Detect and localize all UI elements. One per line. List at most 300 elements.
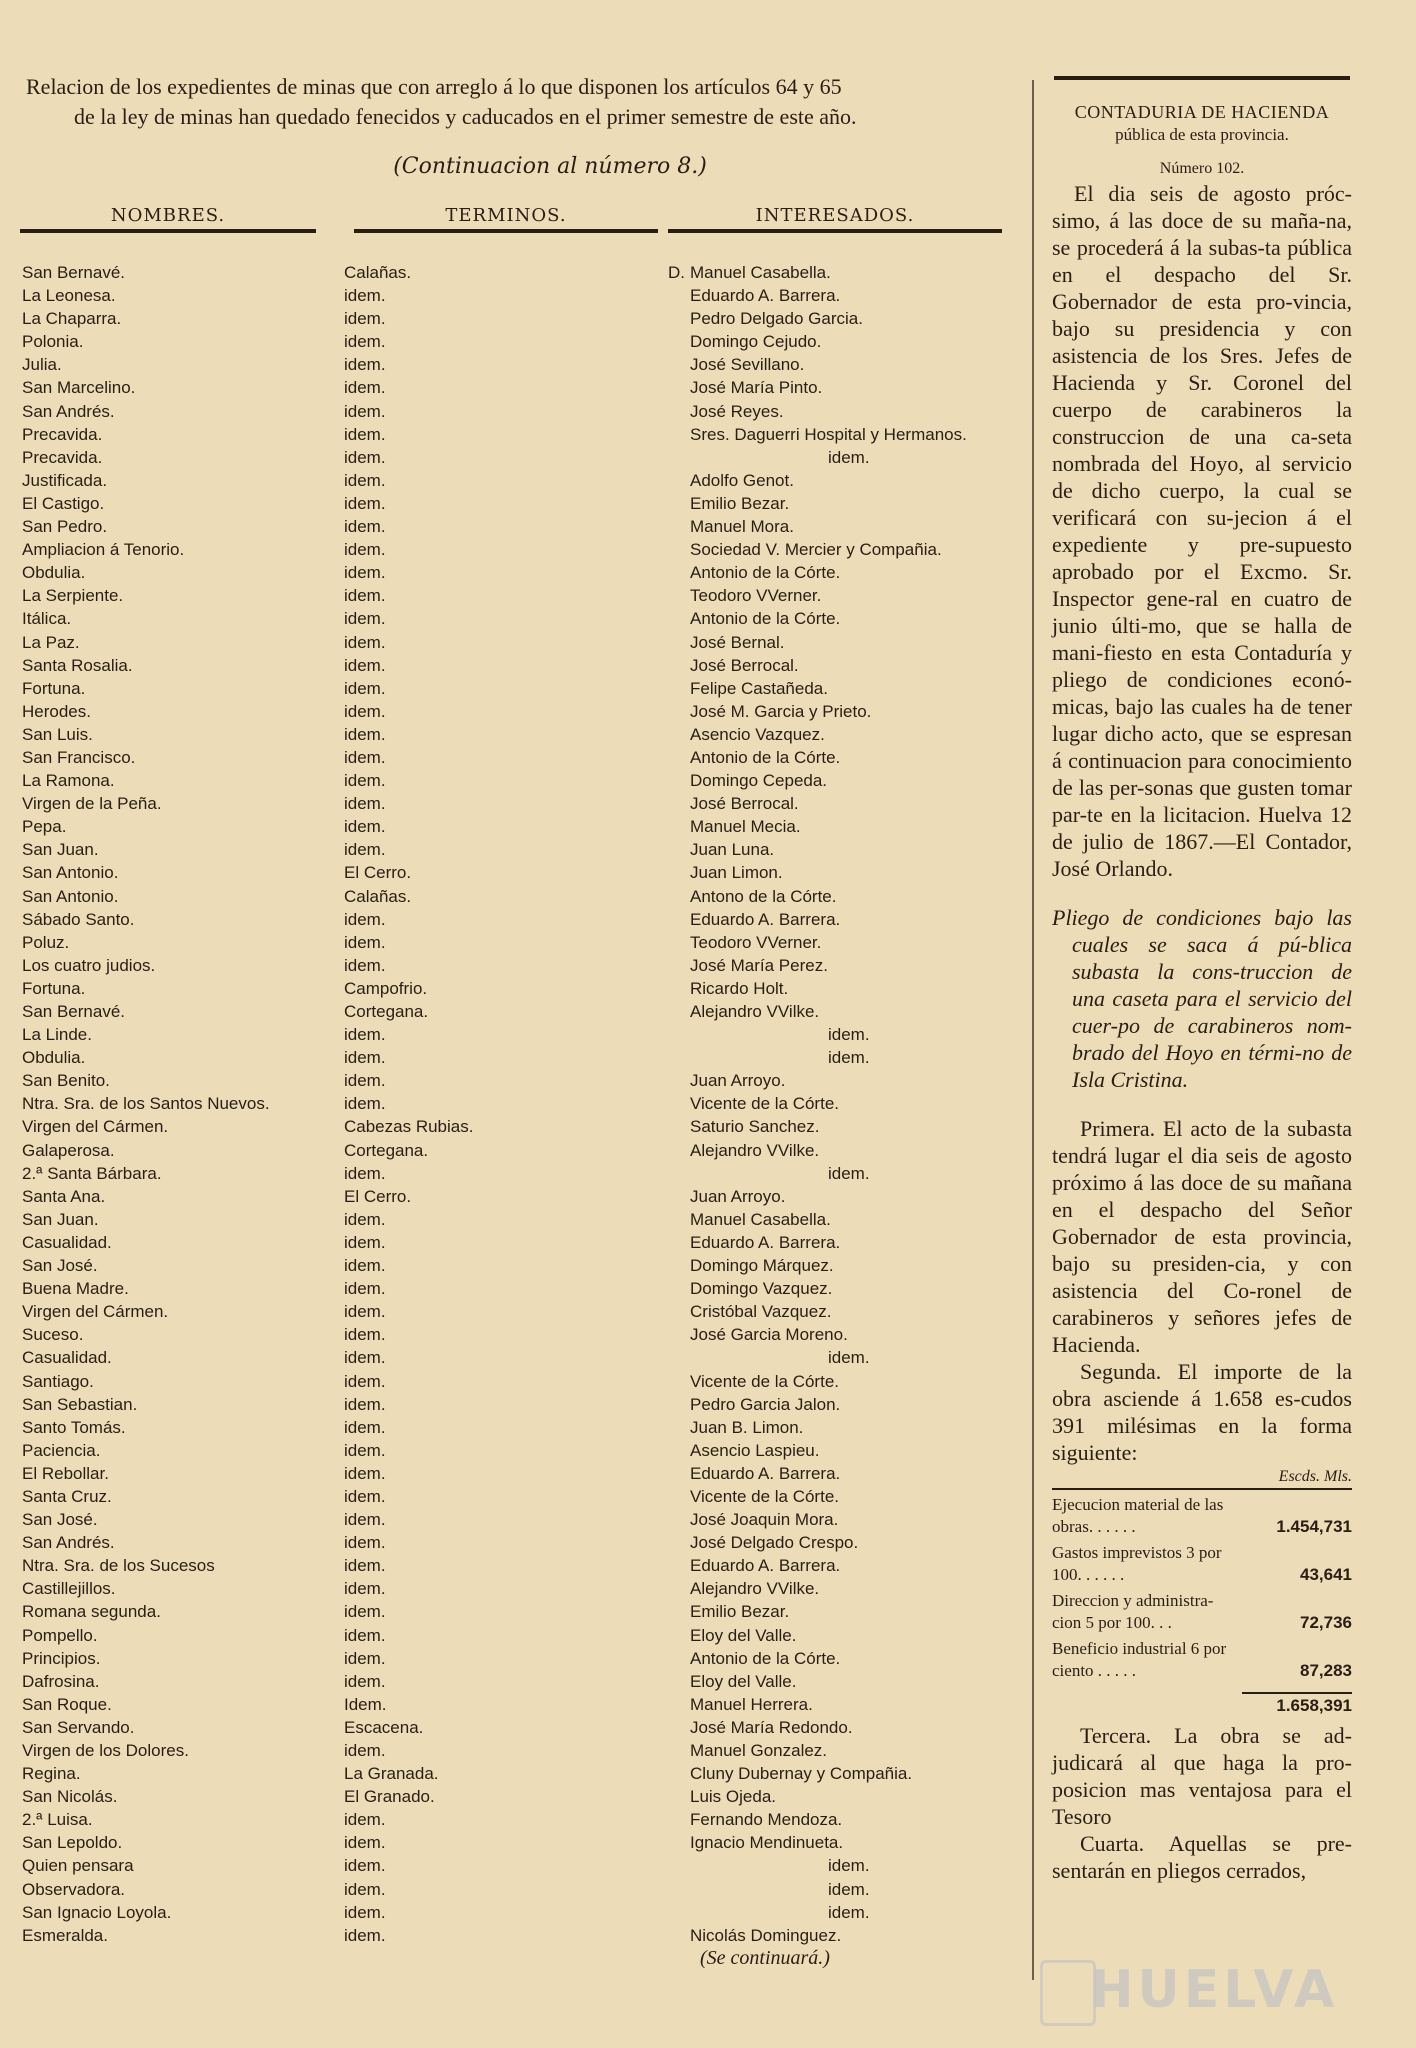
mine-interested-party: Adolfo Genot.	[690, 470, 794, 490]
mine-term: idem.	[344, 817, 386, 837]
table-row	[20, 746, 1020, 769]
mine-interested-party: Juan Luna.	[690, 840, 775, 860]
mine-term: idem.	[344, 1833, 386, 1853]
mine-name: San Antonio.	[22, 863, 119, 883]
mine-name: San Lepoldo.	[22, 1833, 123, 1853]
mine-term: Calañas.	[344, 886, 412, 906]
mine-name: Dafrosina.	[22, 1671, 100, 1691]
mine-interested-party: Fernando Mendoza.	[690, 1810, 843, 1830]
mine-term: idem.	[344, 332, 386, 352]
mine-name: San Bernavé.	[22, 1002, 126, 1021]
table-row	[20, 1924, 1020, 1947]
mine-name: Julia.	[22, 355, 62, 375]
mine-interested-party: José Garcia Moreno.	[690, 1325, 848, 1345]
mine-term: idem.	[344, 586, 386, 606]
mine-name: Romana segunda.	[22, 1602, 161, 1622]
header-terminos: TERMINOS.	[354, 205, 658, 233]
mine-interested-party: Emilio Bezar.	[690, 493, 790, 513]
mine-interested-party: Antonio de la Córte.	[690, 1648, 841, 1668]
mine-interested-party: José Delgado Crespo.	[690, 1533, 859, 1553]
condition-segunda: Segunda. El importe de la obra asciende á 1.658 es-cudos 391 milésimas en la forma siguiente:	[1052, 1359, 1352, 1465]
contaduria-notice	[1052, 100, 1352, 1884]
table-row	[20, 1508, 1020, 1531]
mine-interested-party: Eduardo A. Barrera.	[690, 1463, 841, 1483]
mine-term: idem.	[344, 1463, 386, 1483]
notice-intro: El dia seis de agosto próc-simo, á las doce de su maña-na, se procederá á la subas-ta pública en el despacho del Sr. Gobernador de esta pro-vincia, bajo su presidencia y con asistencia de los Sres. Jefes de Hacienda y Sr. Coronel del cuerpo de carabineros la construccion de una ca-seta nombrada del Hoyo, al servicio de dicho cuerpo, la cual se verificará con su-jecion á el expediente y pre-supuesto aprobado por el Excmo. Sr. Inspector gene-ral en cuatro de junio últi-mo, que se halla de mani-fiesto en esta Contaduría y pliego de condiciones econó-micas, bajo las cuales ha de tener lugar dicho acto, que se espresan á continuacion para conocimiento de las per-sonas que gusten tomar par-te en la licitacion. Huelva 12 de julio de 1867.—El Contador, José Orlando.	[1052, 181, 1352, 881]
mine-term: idem.	[344, 401, 386, 421]
cost-label: Gastos imprevistos 3 por 100. . . . . .	[1052, 1543, 1222, 1584]
table-row	[20, 330, 1020, 353]
mine-interested-party: José Berrocal.	[690, 794, 799, 814]
mine-name: Los cuatro judios.	[22, 955, 156, 975]
mine-interested-party: Vicente de la Córte.	[690, 1486, 839, 1506]
mine-interested-party: Domingo Márquez.	[690, 1256, 834, 1276]
table-row	[20, 1323, 1020, 1346]
table-row	[20, 1300, 1020, 1323]
mine-name: San Sebastian.	[22, 1394, 138, 1414]
mine-term: idem.	[344, 1025, 386, 1045]
table-row	[20, 1670, 1020, 1693]
mine-name: 2.ª Luisa.	[22, 1810, 93, 1830]
cost-line	[1052, 1590, 1352, 1634]
table-row	[20, 1185, 1020, 1208]
mine-term: idem.	[344, 678, 386, 698]
table-row	[20, 261, 1020, 284]
mine-interested-party: Pedro Garcia Jalon.	[690, 1394, 841, 1414]
title-line-2: de la ley de minas han quedado fenecidos y caducados en el primer semestre de este año.	[74, 104, 857, 129]
table-row	[20, 769, 1020, 792]
mine-term: Campofrio.	[344, 978, 428, 998]
mine-name: San José.	[22, 1256, 98, 1276]
table-row	[20, 1370, 1020, 1393]
mine-term: El Granado.	[344, 1787, 435, 1807]
mine-interested-party: Luis Ojeda.	[690, 1787, 776, 1807]
mine-term: Idem.	[344, 1694, 387, 1714]
table-row	[20, 1762, 1020, 1785]
mine-term: idem.	[344, 470, 386, 490]
cost-amount: 43,641	[1300, 1565, 1352, 1584]
mine-name: Pepa.	[22, 817, 67, 837]
mine-name: 2.ª Santa Bárbara.	[22, 1163, 162, 1183]
cost-breakdown	[1052, 1494, 1352, 1682]
table-row	[20, 1785, 1020, 1808]
mine-interested-party: Sres. Daguerri Hospital y Hermanos.	[690, 424, 967, 444]
table-row	[20, 1647, 1020, 1670]
condition-cuarta: Cuarta. Aquellas se pre-sentarán en pliegos cerrados,	[1052, 1831, 1352, 1883]
table-row	[20, 908, 1020, 931]
mine-interested-party: Cristóbal Vazquez.	[690, 1302, 832, 1322]
mine-interested-party: José Reyes.	[690, 401, 784, 421]
mine-term: idem.	[344, 1232, 386, 1252]
mine-interested-party: idem.	[828, 1902, 870, 1922]
mine-interested-party: Asencio Vazquez.	[690, 724, 825, 744]
mine-term: idem.	[344, 540, 386, 560]
mine-name: Santa Ana.	[22, 1186, 106, 1206]
table-row	[20, 1739, 1020, 1762]
table-row	[20, 446, 1020, 469]
table-row	[20, 885, 1020, 908]
mine-name: Virgen del Cármen.	[22, 1302, 169, 1322]
mine-interested-party: Teodoro VVerner.	[690, 586, 822, 606]
column-divider	[1032, 80, 1034, 1980]
mine-term: idem.	[344, 609, 386, 629]
mine-term: idem.	[344, 1325, 386, 1345]
mine-interested-party: Juan Limon.	[690, 863, 783, 883]
table-row	[20, 861, 1020, 884]
mine-name: San Luis.	[22, 724, 93, 744]
mine-term: idem.	[344, 840, 386, 860]
mine-interested-party: Juan B. Limon.	[690, 1417, 804, 1437]
mine-term: idem.	[344, 909, 386, 929]
mine-interested-party: Manuel Casabella.	[690, 1209, 831, 1229]
mine-term: idem.	[344, 1348, 386, 1368]
table-row	[20, 353, 1020, 376]
mine-name: Santa Cruz.	[22, 1486, 112, 1506]
table-row	[20, 1462, 1020, 1485]
mine-term: idem.	[344, 1602, 386, 1622]
mine-name: Obdulia.	[22, 1048, 86, 1068]
mine-name: Casualidad.	[22, 1232, 112, 1252]
mine-term: idem.	[344, 1071, 386, 1091]
table-row	[20, 515, 1020, 538]
table-row	[20, 1277, 1020, 1300]
table-row	[20, 977, 1020, 1000]
condition-tercera: Tercera. La obra se ad-judicará al que haga la pro-posicion mas ventajosa para el Tesoro	[1052, 1723, 1352, 1829]
mine-term: idem.	[344, 1486, 386, 1506]
table-row	[20, 561, 1020, 584]
mine-name: Justificada.	[22, 470, 108, 490]
mine-interested-party: Pedro Delgado Garcia.	[690, 309, 863, 329]
mine-name: Fortuna.	[22, 978, 86, 998]
mine-term: idem.	[344, 1648, 386, 1668]
table-row	[20, 838, 1020, 861]
mine-interested-party: idem.	[828, 1048, 870, 1068]
cost-label: Beneficio industrial 6 por ciento . . . . .	[1052, 1639, 1227, 1680]
table-row	[20, 700, 1020, 723]
mine-interested-party: idem.	[828, 1163, 870, 1183]
notice-subheading: pública de esta provincia.	[1115, 125, 1289, 144]
mine-name: Ntra. Sra. de los Santos Nuevos.	[22, 1094, 270, 1114]
mine-term: idem.	[344, 1394, 386, 1414]
mine-name: San Nicolás.	[22, 1787, 118, 1807]
table-row	[20, 1139, 1020, 1162]
mine-interested-party: idem.	[828, 447, 870, 467]
table-row	[20, 1716, 1020, 1739]
mine-term: El Cerro.	[344, 1186, 412, 1206]
mine-name: San Juan.	[22, 840, 99, 860]
table-row	[20, 284, 1020, 307]
mine-term: idem.	[344, 932, 386, 952]
table-row	[20, 1439, 1020, 1462]
table-row	[20, 1346, 1020, 1369]
mine-name: Regina.	[22, 1764, 81, 1784]
mine-name: La Ramona.	[22, 771, 115, 791]
mine-interested-party: Cluny Dubernay y Compañia.	[690, 1764, 913, 1784]
mine-term: Calañas.	[344, 263, 412, 282]
table-row	[20, 1624, 1020, 1647]
mine-term: idem.	[344, 1209, 386, 1229]
mine-term: idem.	[344, 424, 386, 444]
mine-interested-party: idem.	[828, 1025, 870, 1045]
mine-interested-party: Teodoro VVerner.	[690, 932, 822, 952]
mine-term: idem.	[344, 1741, 386, 1760]
table-row	[20, 1046, 1020, 1069]
mine-name: San Juan.	[22, 1209, 99, 1229]
mine-interested-party: Eloy del Valle.	[690, 1625, 797, 1645]
mine-name: La Leonesa.	[22, 286, 116, 306]
mine-name: Poluz.	[22, 932, 70, 952]
mine-term: idem.	[344, 309, 386, 329]
cost-line	[1052, 1494, 1352, 1538]
mine-interested-party: José Bernal.	[690, 632, 785, 652]
table-row	[20, 1231, 1020, 1254]
mine-term: idem.	[344, 1302, 386, 1322]
table-row	[20, 1554, 1020, 1577]
table-row	[20, 654, 1020, 677]
mine-name: Principios.	[22, 1648, 101, 1668]
mine-interested-party: José M. Garcia y Prieto.	[690, 701, 872, 721]
mine-name: Sábado Santo.	[22, 909, 135, 929]
table-row	[20, 1577, 1020, 1600]
condition-primera: Primera. El acto de la subasta tendrá lugar el dia seis de agosto próximo á las doce de su mañana en el despacho del Señor Gobernador de esta provincia, bajo su presiden-cia, y con asistencia del Co-ronel de carabineros y señores jefes de Hacienda.	[1052, 1116, 1352, 1357]
mine-term: idem.	[344, 517, 386, 537]
mine-interested-party: Eduardo A. Barrera.	[690, 286, 841, 306]
cost-line	[1052, 1638, 1352, 1682]
table-row	[20, 607, 1020, 630]
mine-name: Ntra. Sra. de los Sucesos	[22, 1556, 215, 1576]
table-row	[20, 1901, 1020, 1924]
mine-term: idem.	[344, 1810, 386, 1830]
table-row	[20, 815, 1020, 838]
mine-name: Santo Tomás.	[22, 1417, 126, 1437]
table-row	[20, 931, 1020, 954]
mine-name: Pompello.	[22, 1625, 98, 1645]
mine-interested-party: Antonio de la Córte.	[690, 563, 841, 583]
mine-term: El Cerro.	[344, 863, 412, 883]
table-row	[20, 538, 1020, 561]
table-row	[20, 1485, 1020, 1508]
table-row	[20, 1878, 1020, 1901]
mine-name: Paciencia.	[22, 1440, 101, 1460]
mine-name: El Castigo.	[22, 493, 105, 513]
mine-interested-party: Domingo Cepeda.	[690, 771, 828, 791]
table-row	[20, 954, 1020, 977]
mine-interested-party: Alejandro VVilke.	[690, 1002, 820, 1021]
currency-header: Escds. Mls.	[1052, 1468, 1352, 1490]
mine-interested-party: Eloy del Valle.	[690, 1671, 797, 1691]
mine-term: idem.	[344, 1440, 386, 1460]
mine-term: idem.	[344, 1163, 386, 1183]
cost-label: Ejecucion material de las obras. . . . . .	[1052, 1495, 1224, 1536]
mine-name: La Chaparra.	[22, 309, 122, 329]
mine-term: La Granada.	[344, 1764, 439, 1784]
mine-name: Precavida.	[22, 447, 103, 467]
mine-interested-party: Antonio de la Córte.	[690, 609, 841, 629]
table-row	[20, 1162, 1020, 1185]
table-row	[20, 677, 1020, 700]
mine-name: Santa Rosalia.	[22, 655, 133, 675]
table-row	[20, 1023, 1020, 1046]
cost-line	[1052, 1542, 1352, 1586]
table-row	[20, 1854, 1020, 1877]
mine-name: Buena Madre.	[22, 1279, 129, 1299]
mine-term: idem.	[344, 1925, 386, 1945]
cost-amount: 87,283	[1300, 1661, 1352, 1680]
archive-watermark: HUELVA	[1090, 1960, 1339, 2020]
mine-term: idem.	[344, 378, 386, 398]
mine-name: San Marcelino.	[22, 378, 136, 398]
notice-heading: CONTADURIA DE HACIENDA	[1074, 102, 1330, 122]
mine-interested-party: Vicente de la Córte.	[690, 1371, 839, 1391]
mine-interested-party: Felipe Castañeda.	[690, 678, 828, 698]
mine-name: Esmeralda.	[22, 1925, 108, 1945]
mine-term: idem.	[344, 701, 386, 721]
mine-name: Castillejillos.	[22, 1579, 116, 1599]
mine-term: idem.	[344, 632, 386, 652]
header-nombres: NOMBRES.	[20, 205, 316, 233]
mine-term: idem.	[344, 1371, 386, 1391]
mine-records-section	[20, 72, 1020, 1969]
mine-name: San Antonio.	[22, 886, 119, 906]
mine-term: idem.	[344, 771, 386, 791]
mine-term: idem.	[344, 1879, 386, 1899]
mine-name: Obdulia.	[22, 563, 86, 583]
mine-term: idem.	[344, 1856, 386, 1876]
table-row	[20, 1069, 1020, 1092]
mine-term: idem.	[344, 655, 386, 675]
table-row	[20, 1092, 1020, 1115]
top-rule	[1054, 76, 1350, 80]
mine-name: La Paz.	[22, 632, 80, 652]
table-row	[20, 631, 1020, 654]
table-row	[20, 1208, 1020, 1231]
mine-name: San Ignacio Loyola.	[22, 1902, 172, 1922]
mine-term: Cabezas Rubias.	[344, 1117, 474, 1137]
mine-term: idem.	[344, 1556, 386, 1576]
mine-interested-party: Vicente de la Córte.	[690, 1094, 839, 1114]
mine-interested-party: Manuel Mecia.	[690, 817, 801, 837]
cost-total: 1.658,391	[1242, 1692, 1352, 1716]
mine-interested-party: idem.	[828, 1348, 870, 1368]
table-row	[20, 1416, 1020, 1439]
mine-interested-party: Domingo Cejudo.	[690, 332, 822, 352]
to-be-continued: (Se continuará.)	[700, 1946, 830, 1969]
table-row	[20, 584, 1020, 607]
table-row	[20, 1693, 1020, 1716]
mine-interested-party: Ignacio Mendinueta.	[690, 1833, 844, 1853]
mine-interested-party: Manuel Casabella.	[690, 263, 831, 282]
mine-name: Ampliacion á Tenorio.	[22, 540, 185, 560]
mine-interested-party: José María Perez.	[690, 955, 828, 975]
mine-name: Observadora.	[22, 1879, 125, 1899]
mine-name: Herodes.	[22, 701, 91, 721]
table-row	[20, 1808, 1020, 1831]
mine-name: San Andrés.	[22, 1533, 115, 1553]
mine-interested-party: José Sevillano.	[690, 355, 805, 375]
mine-term: idem.	[344, 355, 386, 375]
mine-name: Galaperosa.	[22, 1140, 115, 1160]
archive-seal-icon	[1040, 1960, 1096, 2026]
mine-term: idem.	[344, 794, 386, 814]
mine-interested-party: Manuel Gonzalez.	[690, 1741, 828, 1760]
table-row	[20, 1831, 1020, 1854]
mine-interested-party: Domingo Vazquez.	[690, 1279, 833, 1299]
table-row	[20, 492, 1020, 515]
mine-interested-party: Juan Arroyo.	[690, 1186, 786, 1206]
mine-interested-party: José Berrocal.	[690, 655, 799, 675]
mine-interested-party: Alejandro VVilke.	[690, 1579, 820, 1599]
table-row	[20, 400, 1020, 423]
mine-interested-party: José Joaquin Mora.	[690, 1510, 839, 1530]
mine-name: San Servando.	[22, 1717, 135, 1737]
mine-name: Virgen del Cármen.	[22, 1117, 169, 1137]
mine-interested-party: idem.	[828, 1856, 870, 1876]
mine-interested-party: Sociedad V. Mercier y Compañia.	[690, 540, 942, 560]
mine-name: San Benito.	[22, 1071, 110, 1091]
mine-name: San Andrés.	[22, 401, 115, 421]
table-header	[20, 191, 1020, 241]
mine-interested-party: Alejandro VVilke.	[690, 1140, 820, 1160]
mine-interested-party: Ricardo Holt.	[690, 978, 789, 998]
mine-interested-party: Eduardo A. Barrera.	[690, 1232, 841, 1252]
mine-term: idem.	[344, 747, 386, 767]
table-row	[20, 307, 1020, 330]
mine-interested-party: José María Pinto.	[690, 378, 823, 398]
cost-label: Direccion y administra-cion 5 por 100. . .	[1052, 1591, 1214, 1632]
mine-term: idem.	[344, 1625, 386, 1645]
mine-term: idem.	[344, 1579, 386, 1599]
list-title	[20, 72, 1020, 132]
mine-term: idem.	[344, 447, 386, 467]
header-interesados: INTERESADOS.	[668, 205, 1002, 233]
mine-term: idem.	[344, 955, 386, 975]
table-row	[20, 1393, 1020, 1416]
mine-term: idem.	[344, 493, 386, 513]
mine-term: idem.	[344, 1048, 386, 1068]
don-prefix: D.	[668, 263, 685, 282]
mine-name: San Francisco.	[22, 747, 136, 767]
mine-name: San Pedro.	[22, 517, 108, 537]
table-row	[20, 1254, 1020, 1277]
mine-name: Fortuna.	[22, 678, 86, 698]
mine-interested-party: Emilio Bezar.	[690, 1602, 790, 1622]
table-row	[20, 1600, 1020, 1623]
mine-interested-party: Antono de la Córte.	[690, 886, 837, 906]
mine-name: Quien pensara	[22, 1856, 134, 1876]
mine-term: idem.	[344, 1417, 386, 1437]
mine-name: San Bernavé.	[22, 263, 126, 282]
mine-term: idem.	[344, 1256, 386, 1276]
mine-name: Itálica.	[22, 609, 72, 629]
mine-term: idem.	[344, 286, 386, 306]
mine-term: Escacena.	[344, 1717, 424, 1737]
mine-name: La Linde.	[22, 1025, 92, 1045]
pliego-title: Pliego de condiciones bajo las cuales se saca á pú-blica subasta la cons-truccion de una caseta para el servicio del cuer-po de carabineros nom-brado del Hoyo en térmi-no de Isla Cristina.	[1052, 905, 1352, 1092]
cost-amount: 72,736	[1300, 1613, 1352, 1632]
mine-name: Virgen de los Dolores.	[22, 1741, 189, 1760]
table-row	[20, 469, 1020, 492]
mine-name: Virgen de la Peña.	[22, 794, 162, 814]
mine-name: Suceso.	[22, 1325, 84, 1345]
mine-term: idem.	[344, 1510, 386, 1530]
mine-interested-party: Juan Arroyo.	[690, 1071, 786, 1091]
mine-name: San Roque.	[22, 1694, 112, 1714]
mine-term: idem.	[344, 1279, 386, 1299]
mine-term: Cortegana.	[344, 1002, 429, 1021]
mine-name: Santiago.	[22, 1371, 94, 1391]
table-row	[20, 723, 1020, 746]
mine-term: idem.	[344, 1533, 386, 1553]
